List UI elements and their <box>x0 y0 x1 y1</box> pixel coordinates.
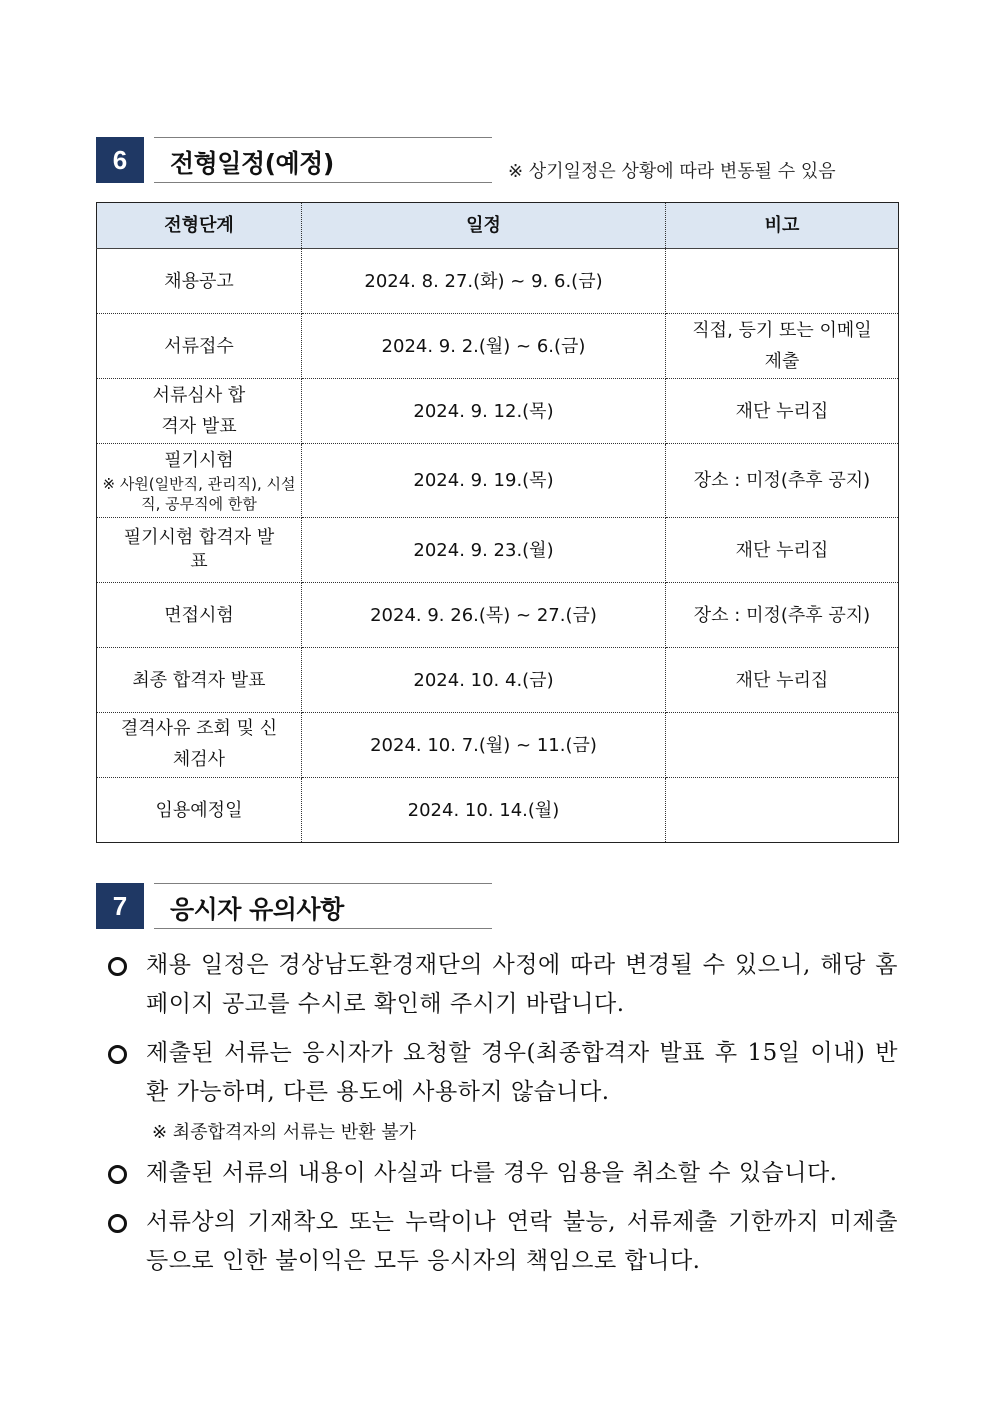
remark-cell: 장소 : 미정(추후 공지) <box>666 444 899 518</box>
notice-item <box>108 946 898 1024</box>
schedule-table <box>96 202 899 843</box>
section-title-box <box>154 883 492 929</box>
remark-cell: 재단 누리집 <box>666 379 899 444</box>
table-row <box>97 713 899 778</box>
notice-text: 제출된 서류는 응시자가 요청할 경우(최종합격자 발표 후 15일 이내) 반환 가능하며, 다른 용도에 사용하지 않습니다. <box>146 1040 898 1105</box>
stage-text: 결격사유 조회 및 신체검사 <box>120 718 278 770</box>
remark-cell <box>666 713 899 778</box>
section-title: 응시자 유의사항 <box>170 895 344 924</box>
stage-text: 필기시험 <box>164 449 234 471</box>
section-number: 6 <box>96 137 144 183</box>
remark-cell <box>666 778 899 843</box>
table-header-row <box>97 203 899 249</box>
header-date: 일정 <box>302 203 666 249</box>
circle-bullet-icon <box>108 1165 127 1184</box>
remark-cell: 재단 누리집 <box>666 518 899 583</box>
notice-text: 채용 일정은 경상남도환경재단의 사정에 따라 변경될 수 있으니, 해당 홈페이지 공고를 수시로 확인해 주시기 바랍니다. <box>146 952 898 1017</box>
date-cell: 2024. 9. 19.(목) <box>302 444 666 518</box>
remark-text: 직접, 등기 또는 이메일 제출 <box>692 319 872 372</box>
notice-item <box>108 1034 898 1112</box>
date-cell: 2024. 10. 14.(월) <box>302 778 666 843</box>
notice-text: 서류상의 기재착오 또는 누락이나 연락 불능, 서류제출 기한까지 미제출 등으로 인한 불이익은 모두 응시자의 책임으로 합니다. <box>146 1209 898 1274</box>
table-row <box>97 648 899 713</box>
stage-cell: 채용공고 <box>97 249 302 314</box>
date-cell: 2024. 8. 27.(화) ~ 9. 6.(금) <box>302 249 666 314</box>
circle-bullet-icon <box>108 957 127 976</box>
remark-cell <box>666 249 899 314</box>
stage-cell: 면접시험 <box>97 583 302 648</box>
stage-cell <box>97 444 302 518</box>
date-cell: 2024. 10. 4.(금) <box>302 648 666 713</box>
table-row <box>97 379 899 444</box>
table-row <box>97 778 899 843</box>
stage-cell: 임용예정일 <box>97 778 302 843</box>
remark-cell: 재단 누리집 <box>666 648 899 713</box>
date-cell: 2024. 9. 2.(월) ~ 6.(금) <box>302 314 666 379</box>
notice-item <box>108 1203 898 1281</box>
table-row <box>97 444 899 518</box>
date-cell: 2024. 9. 23.(월) <box>302 518 666 583</box>
stage-cell <box>97 379 302 444</box>
circle-bullet-icon <box>108 1045 127 1064</box>
stage-cell <box>97 713 302 778</box>
date-cell: 2024. 9. 12.(목) <box>302 379 666 444</box>
date-cell: 2024. 9. 26.(목) ~ 27.(금) <box>302 583 666 648</box>
stage-text: 필기시험 합격자 발표 <box>123 526 275 572</box>
section-title-box <box>154 137 492 183</box>
stage-cell: 최종 합격자 발표 <box>97 648 302 713</box>
table-row <box>97 583 899 648</box>
remark-cell <box>666 314 899 379</box>
circle-bullet-icon <box>108 1214 127 1233</box>
notice-item <box>108 1154 898 1193</box>
section-number: 7 <box>96 883 144 929</box>
table-row <box>97 314 899 379</box>
stage-text: 서류심사 합격자 발표 <box>152 384 246 437</box>
notice-subnote: ※ 최종합격자의 서류는 반환 불가 <box>152 1122 417 1143</box>
header-remark: 비고 <box>666 203 899 249</box>
schedule-note: ※ 상기일정은 상황에 따라 변동될 수 있음 <box>508 161 836 182</box>
notice-text: 제출된 서류의 내용이 사실과 다를 경우 임용을 취소할 수 있습니다. <box>146 1160 838 1186</box>
remark-cell: 장소 : 미정(추후 공지) <box>666 583 899 648</box>
header-stage: 전형단계 <box>97 203 302 249</box>
table-row <box>97 249 899 314</box>
stage-cell <box>97 518 302 583</box>
date-cell: 2024. 10. 7.(월) ~ 11.(금) <box>302 713 666 778</box>
section-title: 전형일정(예정) <box>170 149 334 178</box>
stage-subnote: ※ 사원(일반직, 관리직), 시설직, 공무직에 한함 <box>102 474 296 513</box>
stage-cell: 서류접수 <box>97 314 302 379</box>
table-row <box>97 518 899 583</box>
